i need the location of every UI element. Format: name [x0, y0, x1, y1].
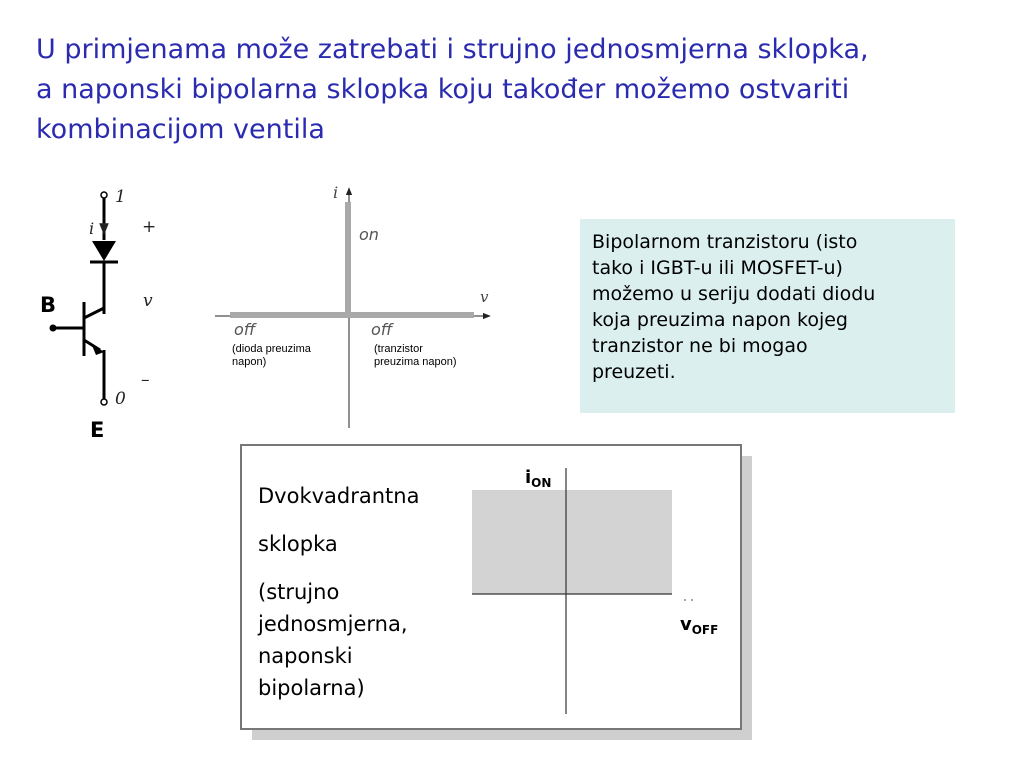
v-axis-label: v — [480, 288, 489, 306]
current-label: i — [89, 219, 95, 238]
info-line-4: koja preuzima napon kojeg — [592, 309, 848, 331]
card-text-line-3: (strujno — [258, 580, 340, 604]
terminal-0-label: 0 — [115, 389, 126, 409]
note-transistor — [374, 343, 457, 369]
title-line-2: a naponski bipolarna sklopka koju također možemo ostvariti — [36, 74, 850, 105]
off-label-right: off — [371, 320, 393, 339]
on-label: on — [359, 225, 379, 244]
switch-circuit — [40, 187, 156, 442]
terminal-0-dot — [101, 399, 107, 405]
card-text-line-5: naponski — [258, 644, 353, 668]
info-line-1: Bipolarnom tranzistoru (isto — [592, 231, 858, 253]
note-diode — [232, 343, 311, 369]
card-text-line-4: jednosmjerna, — [258, 612, 408, 636]
iv-characteristic — [215, 183, 490, 428]
card-description — [258, 480, 478, 704]
plus-label: + — [142, 217, 157, 237]
i-on-label: $i_{ON}$ — [525, 467, 552, 490]
on-state-band — [345, 202, 351, 316]
info-line-2: tako i IGBT-u ili MOSFET-u) — [592, 257, 843, 279]
note-transistor-line-2: preuzima napon) — [374, 356, 457, 368]
info-line-6: preuzeti. — [592, 361, 676, 383]
v-off-label: $v_{OFF}$ — [680, 614, 719, 637]
off-label-left: off — [234, 320, 256, 339]
card-text-line-6: bipolarna) — [258, 676, 365, 700]
note-diode-line-2: napon) — [232, 356, 267, 368]
card-text-line-2: sklopka — [258, 532, 338, 556]
title-line-3: kombinacijom ventila — [36, 114, 325, 145]
note-transistor-line-1: (tranzistor — [374, 343, 423, 355]
minus-label: – — [141, 370, 150, 390]
info-box — [580, 219, 955, 413]
transistor-icon — [50, 302, 105, 356]
emitter-label: E — [90, 418, 105, 442]
card-text-line-1: Dvokvadrantna — [258, 484, 420, 508]
info-line-3: možemo u seriju dodati diodu — [592, 283, 876, 305]
terminal-1-dot — [101, 192, 107, 198]
diode-icon — [90, 241, 118, 262]
i-axis-label: i — [333, 183, 339, 202]
note-diode-line-1: (dioda preuzima — [232, 343, 311, 355]
title-line-1: U primjenama može zatrebati i strujno jednosmjerna sklopka, — [36, 34, 869, 65]
base-label: B — [40, 293, 57, 317]
off-state-band — [230, 312, 474, 318]
terminal-1-label: 1 — [115, 187, 126, 207]
info-line-5: tranzistor ne bi mogao — [592, 335, 808, 357]
voltage-label: v — [143, 291, 153, 311]
